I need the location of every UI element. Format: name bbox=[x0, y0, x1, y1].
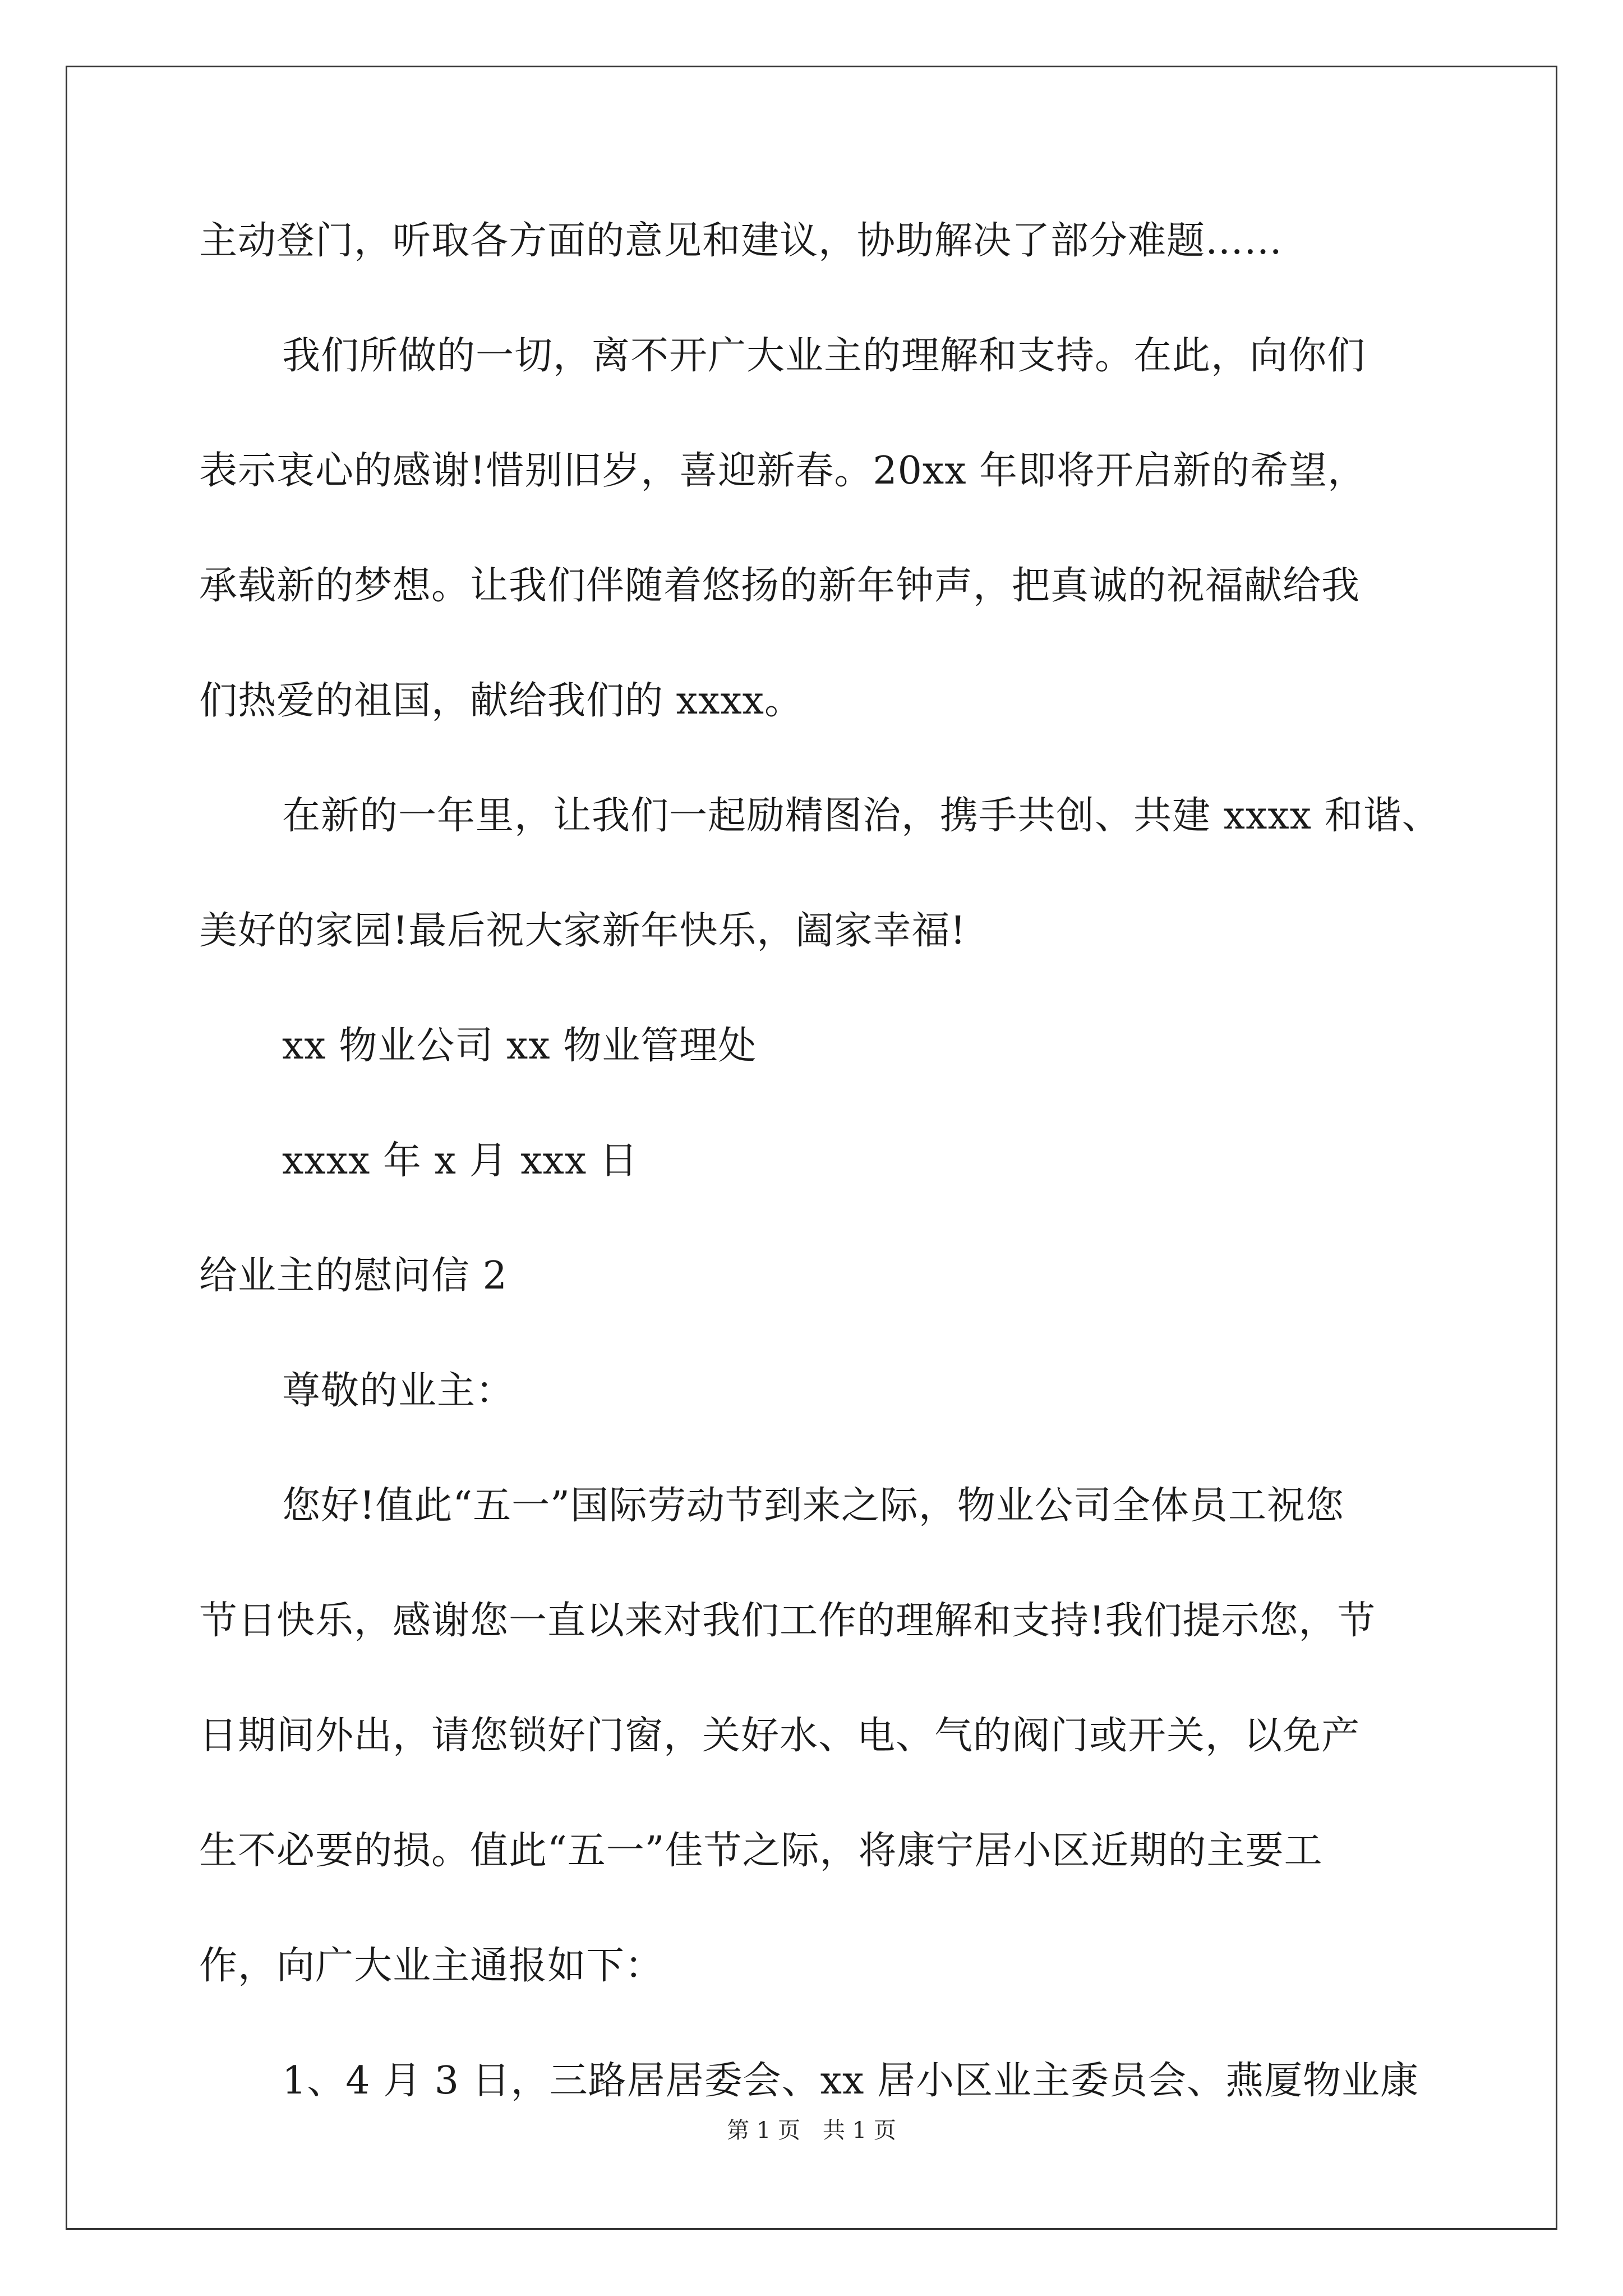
text-line: 作，向广大业主通报如下： bbox=[199, 1944, 664, 1988]
text-line: 节日快乐，感谢您一直以来对我们工作的理解和支持!我们提示您，节 bbox=[199, 1599, 1376, 1643]
text-line: 我们所做的一切，离不开广大业主的理解和支持。在此，向你们 bbox=[282, 334, 1366, 378]
text-line: 生不必要的损。值此“五一”佳节之际，将康宁居小区近期的主要工 bbox=[199, 1829, 1323, 1873]
text-line: 在新的一年里，让我们一起励精图治，携手共创、共建 xxxx 和谐、 bbox=[282, 794, 1441, 838]
signature-org: xx 物业公司 xx 物业管理处 bbox=[282, 1024, 757, 1068]
page-number: 第 1 页 bbox=[727, 2118, 800, 2143]
text-line: 表示衷心的感谢!惜别旧岁，喜迎新春。20xx 年即将开启新的希望， bbox=[199, 449, 1367, 493]
text-line: 主动登门，听取各方面的意见和建议，协助解决了部分难题…… bbox=[199, 219, 1283, 263]
salutation: 尊敬的业主： bbox=[282, 1369, 515, 1413]
section-heading: 给业主的慰问信 2 bbox=[199, 1254, 508, 1298]
text-line: 1、4 月 3 日，三路居居委会、xx 居小区业主委员会、燕厦物业康 bbox=[282, 2059, 1419, 2103]
signature-date: xxxx 年 x 月 xxx 日 bbox=[282, 1139, 638, 1183]
text-line: 您好!值此“五一”国际劳动节到来之际，物业公司全体员工祝您 bbox=[282, 1484, 1344, 1528]
page-total: 共 1 页 bbox=[823, 2118, 896, 2143]
page-footer bbox=[0, 2116, 1623, 2145]
text-line: 承载新的梦想。让我们伴随着悠扬的新年钟声，把真诚的祝福献给我 bbox=[199, 564, 1361, 608]
text-line: 们热爱的祖国，献给我们的 xxxx。 bbox=[199, 679, 804, 723]
text-line: 美好的家园!最后祝大家新年快乐，阖家幸福! bbox=[199, 909, 966, 953]
text-line: 日期间外出，请您锁好门窗，关好水、电、气的阀门或开关，以免产 bbox=[199, 1714, 1361, 1758]
